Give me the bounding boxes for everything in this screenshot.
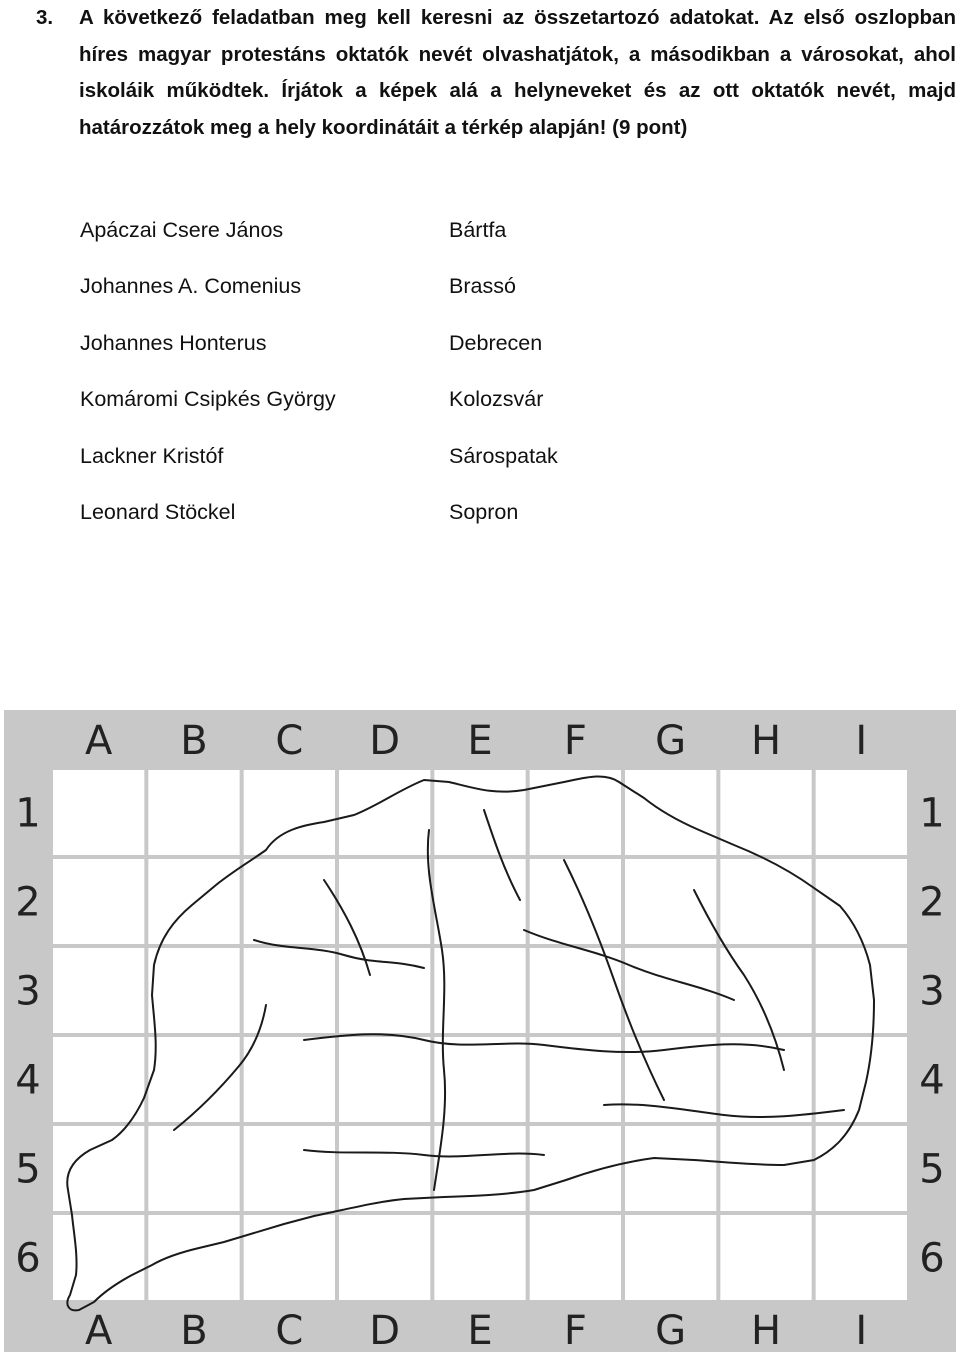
grid-cell: [148, 770, 239, 855]
row-label: 1: [919, 790, 945, 837]
grid-cell: [53, 948, 144, 1033]
grid-cell: [720, 859, 811, 944]
column-label: E: [467, 718, 493, 764]
task-number: 3.: [36, 6, 54, 29]
grid-cell: [530, 859, 621, 944]
grid-cell: [434, 859, 525, 944]
grid-cell: [148, 1126, 239, 1211]
grid-cell: [720, 1037, 811, 1122]
grid-cell: [625, 1126, 716, 1211]
grid-cell: [53, 1215, 144, 1300]
grid-cell: [530, 1215, 621, 1300]
cities-column: [449, 212, 558, 550]
city-name: Kolozsvár: [449, 387, 544, 412]
grid-cell: [244, 770, 335, 855]
column-label: D: [369, 1308, 401, 1352]
grid-cell: [148, 948, 239, 1033]
column-label: C: [275, 1308, 304, 1352]
map-frame-group: [4, 710, 956, 1352]
teacher-name: Lackner Kristóf: [80, 443, 224, 468]
teacher-name: Johannes Honterus: [80, 330, 267, 355]
grid-cell: [625, 1215, 716, 1300]
row-label: 6: [15, 1235, 41, 1282]
grid-cell: [148, 1037, 239, 1122]
column-label: C: [275, 718, 304, 764]
grid-cell: [816, 1126, 907, 1211]
grid-cell: [720, 1126, 811, 1211]
row-label: 1: [15, 790, 41, 837]
grid-cell: [148, 859, 239, 944]
column-label: H: [750, 1308, 782, 1352]
row-label: 5: [919, 1146, 945, 1193]
grid-cell: [53, 1126, 144, 1211]
grid-cell: [816, 770, 907, 855]
grid-cell: [816, 1215, 907, 1300]
column-label: B: [180, 1308, 208, 1352]
teacher-name: Komáromi Csipkés György: [80, 387, 336, 412]
row-label: 2: [15, 879, 41, 926]
column-label: A: [84, 718, 113, 764]
column-label: I: [855, 1308, 868, 1352]
column-label: H: [750, 718, 782, 764]
row-label: 5: [15, 1146, 41, 1193]
city-name: Debrecen: [449, 330, 543, 355]
grid-cell: [434, 1037, 525, 1122]
grid-cell: [530, 1037, 621, 1122]
grid-cell: [625, 948, 716, 1033]
city-name: Sárospatak: [449, 443, 558, 468]
row-label: 3: [15, 968, 41, 1015]
grid-cell: [434, 1215, 525, 1300]
grid-cell: [339, 1037, 430, 1122]
grid-cell: [720, 1215, 811, 1300]
grid-cell: [720, 770, 811, 855]
grid-cell: [53, 770, 144, 855]
teachers-column: [80, 212, 336, 550]
grid-cell: [53, 1037, 144, 1122]
grid-cell: [244, 1126, 335, 1211]
grid-cell: [244, 1037, 335, 1122]
column-label: E: [467, 1308, 493, 1352]
grid-map: [4, 710, 956, 1352]
city-name: Sopron: [449, 499, 519, 524]
teacher-name: Johannes A. Comenius: [80, 274, 302, 299]
grid-cell: [816, 1037, 907, 1122]
grid-cell: [244, 948, 335, 1033]
grid-cell: [244, 859, 335, 944]
column-label: F: [563, 718, 587, 764]
grid-cell: [53, 859, 144, 944]
grid-cell: [244, 1215, 335, 1300]
grid-cell: [816, 948, 907, 1033]
teacher-name: Apáczai Csere János: [80, 218, 284, 242]
column-label: I: [855, 718, 868, 764]
grid-cell: [434, 948, 525, 1033]
city-name: Brassó: [449, 274, 516, 299]
grid-cell: [625, 770, 716, 855]
grid-cell: [434, 1126, 525, 1211]
column-label: G: [655, 1308, 687, 1352]
grid-cell: [148, 1215, 239, 1300]
grid-cell: [530, 1126, 621, 1211]
row-label: 4: [919, 1057, 945, 1104]
grid-cell: [339, 948, 430, 1033]
column-label: F: [563, 1308, 587, 1352]
column-label: B: [180, 718, 208, 764]
teacher-name: Leonard Stöckel: [80, 499, 236, 524]
column-label: A: [84, 1308, 113, 1352]
grid-cell: [530, 770, 621, 855]
task-paragraph: [36, 0, 956, 146]
column-label: G: [655, 718, 687, 764]
city-name: Bártfa: [449, 218, 507, 242]
grid-cell: [339, 1215, 430, 1300]
grid-cell: [625, 859, 716, 944]
row-label: 2: [919, 879, 945, 926]
row-label: 6: [919, 1235, 945, 1282]
row-label: 4: [15, 1057, 41, 1104]
row-label: 3: [919, 968, 945, 1015]
task-text: A következő feladatban meg kell keresni az összetartozó adatokat. Az első oszlopban híres magyar protestáns oktatók nevét olvashatjátok, a másodikban a városokat, ahol iskoláik működtek. Írjátok a képek alá a helyneveket és az ott oktatók nevét, majd határozzátok meg a hely koordinátáit a térkép alapján! (9 pont): [79, 6, 956, 139]
column-label: D: [369, 718, 401, 764]
grid-cell: [816, 859, 907, 944]
